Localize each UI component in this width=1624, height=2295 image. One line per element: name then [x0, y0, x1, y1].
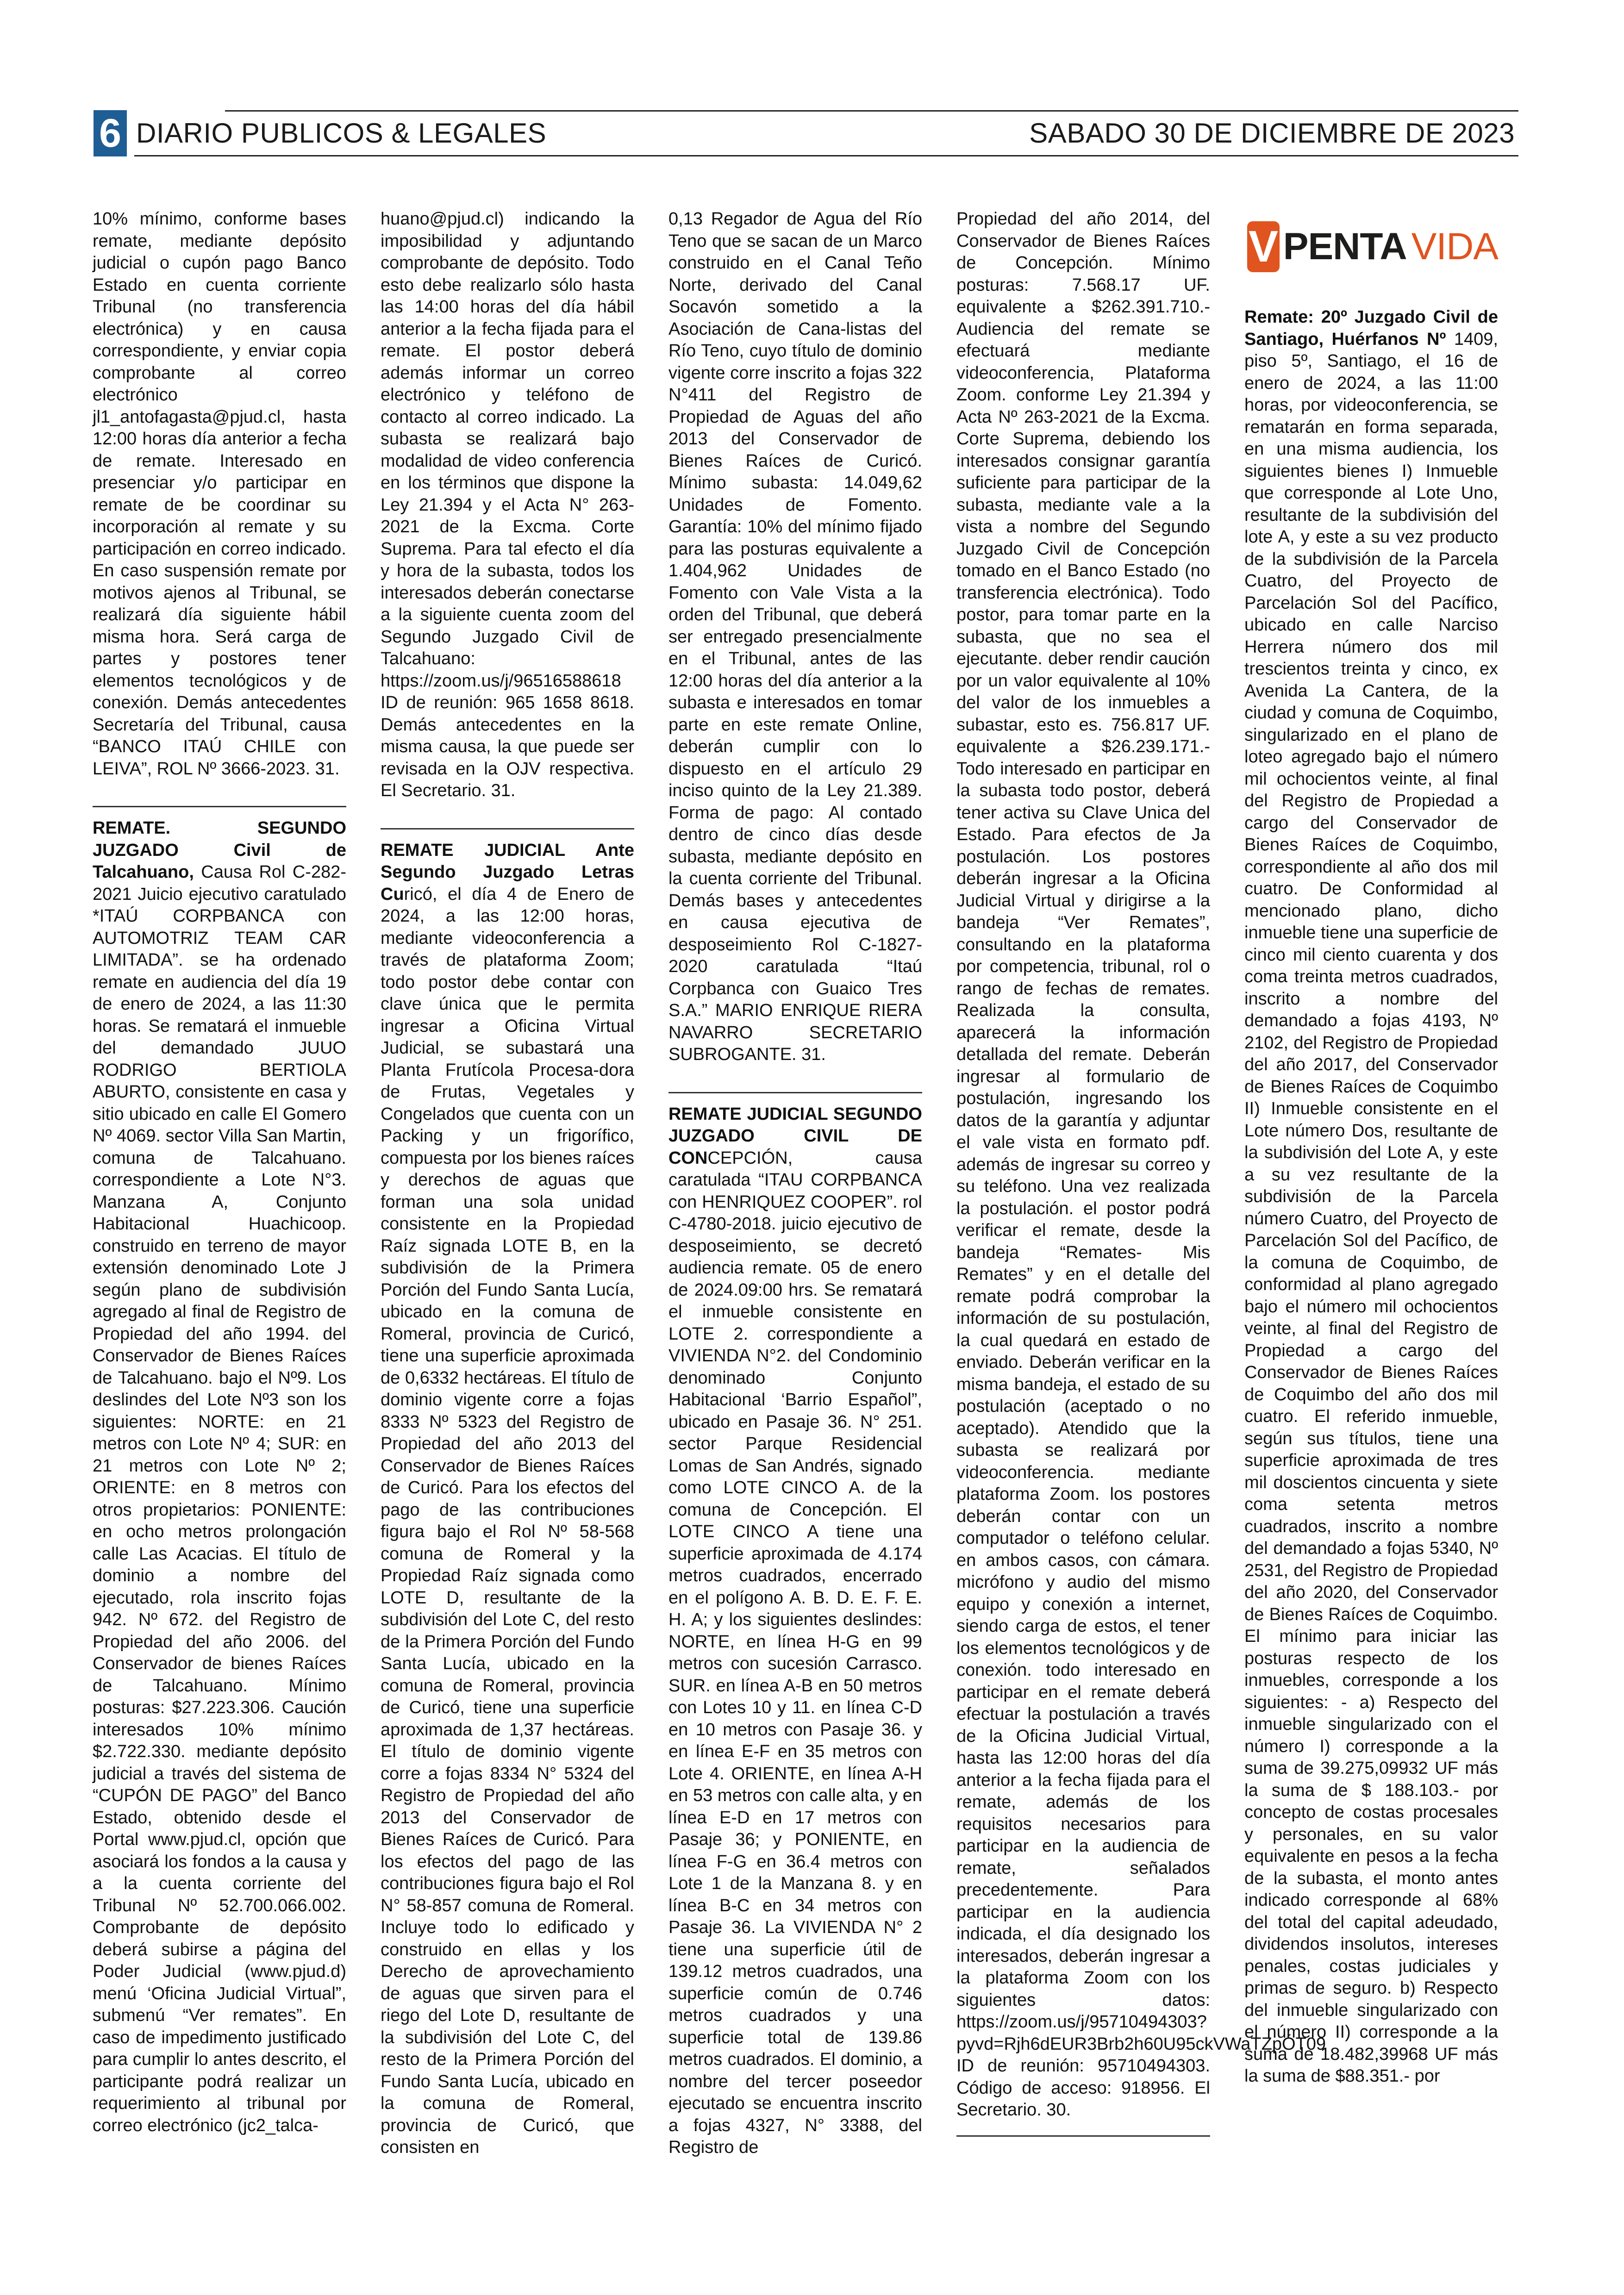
header-top-rule — [225, 110, 1518, 112]
publication-title: DIARIO PUBLICOS & LEGALES — [136, 118, 547, 149]
column-3 — [668, 208, 922, 2236]
page-number: 6 — [94, 110, 127, 156]
logo-text-vida: VIDA — [1411, 225, 1498, 268]
notice — [1244, 306, 1498, 2088]
column-5 — [1244, 208, 1498, 2236]
page-header — [88, 110, 1518, 156]
notice-end-rule — [956, 2135, 1210, 2137]
notice-body: 0,13 Regador de Agua del Río Teno que se sacan de un Marco construido en el Canal Teño Norte, derivado del Canal Socavón sometido a la Asociación de Cana-listas del Río Teno, cuyo título de dominio vigente corre inscrito a fojas 322 N°411 del Registro de Propiedad de Aguas del año 2013 del Conservador de Bienes Raíces de Curicó. Mínimo subasta: 14.049,62 Unidades de Fomento. Garantía: 10% del mínimo fijado para las posturas equivalente a 1.404,962 Unidades de Fomento con Vale Vista a la orden del Tribunal, que deberá ser entregado presencialmente en el Tribunal, antes de las 12:00 horas del día anterior a la subasta e interesados en tomar parte en este remate Online, deberán cumplir con lo dispuesto en el artículo 29 inciso quinto de la Ley 21.389. Forma de pago: Al contado dentro de cinco días desde subasta, mediante depósito en la cuenta corriente del Tribunal. Demás bases y antecedentes en causa ejecutiva de desposeimiento Rol C-1827-2020 caratulada “Itaú Corpbanca con Guaico Tres S.A.” MARIO ENRIQUE RIERA NAVARRO SECRETARIO SUBROGANTE. 31. — [668, 209, 922, 1064]
notice — [668, 1092, 922, 2159]
notice-continuation — [93, 208, 346, 780]
notice — [93, 806, 346, 2137]
notice-body: CEPCIÓN, causa caratulada “ITAU CORPBANCA con HENRIQUEZ COOPER”. rol C-4780-2018. juicio ejecutivo de desposeimiento, se decretó audiencia remate. 05 de enero de 2024.09:00 hrs. Se rematará el inmueble consistente en LOTE 2. correspondiente a VIVIENDA N°2. del Condominio denominado Conjunto Habitacional ‘Barrio Español”, ubicado en Pasaje 36. N° 251. sector Parque Residencial Lomas de San Andrés, signado como LOTE CINCO A. de la comuna de Concepción. El LOTE CINCO A tiene una superficie aproximada de 4.174 metros cuadrados, encerrado en el polígono A. B. D. E. F. E. H. A; y los siguientes deslindes: NORTE, en línea H-G en 99 metros con sucesión Carrasco. SUR. en línea A-B en 50 metros con Lotes 10 y 11. en línea C-D en 10 metros con Pasaje 36. y en línea E-F en 35 metros con Lote 4. ORIENTE, en línea A-H en 53 metros con calle alta, y en línea E-D en 17 metros con Pasaje 36; y PONIENTE, en línea F-G en 36.4 metros con Lote 1 de la Manzana 8. y en línea B-C en 34 metros con Pasaje 36. La VIVIENDA N° 2 tiene una superficie útil de 139.12 metros cuadrados, una superficie común de 0.746 metros cuadrados y una superficie total de 139.86 metros cuadrados. El dominio, a nombre del tercer poseedor ejecutado se encuentra inscrito a fojas 4327, N° 3388, del Registro de — [668, 1148, 922, 2157]
notice-lead: REMATE JUDICIAL SEGUNDO JUZGADO CIVIL DE CON — [668, 1104, 922, 1168]
notice-body: huano@pjud.cl) indicando la imposibilidad y adjuntando comprobante de depósito. Todo esto debe realizarlo sólo hasta las 14:00 horas del día hábil anterior a la fecha fijada para el remate. El postor deberá además informar un correo electrónico y teléfono de contacto al correo indicado. La subasta se realizará bajo modalidad de video conferencia en los términos que dispone la Ley 21.394 y el Acta N° 263-2021 de la Excma. Corte Suprema. Para tal efecto el día y hora de la subasta, todos los interesados deberán conectarse a la siguiente cuenta zoom del Segundo Juzgado Civil de Talcahuano: https://zoom.us/j/96516588618 ID de reunión: 965 1658 8618. Demás antecedentes en la misma causa, la que puede ser revisada en la OJV respectiva. El Secretario. 31. — [381, 209, 634, 800]
notice-body: 1409, piso 5º, Santiago, el 16 de enero de 2024, a las 11:00 horas, por videoconferencia, se rematarán en forma separada, en una misma audiencia, los siguientes bienes I) Inmueble que corresponde al Lote Uno, resultante de la subdivisión del lote A, y este a su vez producto de la subdivisión de la Parcela Cuatro, del Proyecto de Parcelación Sol del Pacífico, ubicado en calle Narciso Herrera número dos mil trescientos treinta y cinco, ex Avenida La Cantera, de la ciudad y comuna de Coquimbo, singularizado en el plano de loteo agregado bajo el número mil ochocientos veinte, al final del Registro de Propiedad a cargo del Conservador de Bienes Raíces de Coquimbo, correspondiente al año dos mil cuatro. De Conformidad al mencionado plano, dicho inmueble tiene una superficie de cinco mil ciento cuarenta y dos coma treinta metros cuadrados, inscrito a nombre del demandado a fojas 4193, Nº 2102, del Registro de Propiedad del año 2017, del Conservador de Bienes Raíces de Coquimbo II) Inmueble consistente en el Lote número Dos, resultante de la subdivisión del Lote A, y este a su vez resultante de la subdivisión de la Parcela número Cuatro, del Proyecto de Parcelación Sol del Pacífico, de la comuna de Coquimbo, de conformidad al plano agregado bajo el número mil ochocientos veinte, al final del Registro de Propiedad a cargo del Conservador de Bienes Raíces de Coquimbo del año dos mil cuatro. El referido inmueble, según sus títulos, tiene una superficie aproximada de tres mil doscientos cincuenta y siete coma setenta metros cuadrados, inscrito a nombre del demandado a fojas 5340, Nº 2531, del Registro de Propiedad del año 2020, del Conservador de Bienes Raíces de Coquimbo. El mínimo para iniciar las posturas respecto de los inmuebles, corresponde a los siguientes: - a) Respecto del inmueble singularizado con el número I) corresponde a la suma de 39.275,09932 UF más la suma de $ 188.103.- por concepto de costas procesales y personales, en su valor equivalente en pesos a la fecha de la subasta, el monto antes indicado corresponde al 68% del total del capital adeudado, dividendos insolutos, intereses penales, costas judiciales y primas de seguro. b) Respecto del inmueble singularizado con el número II) corresponde a la suma de 18.482,39968 UF más la suma de $88.351.- por — [1244, 329, 1498, 2086]
pentavida-mark-icon: V — [1247, 221, 1280, 272]
notice-lead: REMATE. SEGUNDO JUZGADO Civil de Talcahuano, — [93, 818, 346, 882]
notice-body: ricó, el día 4 de Enero de 2024, a las 12:00 horas, mediante videoconferencia a través de plataforma Zoom; todo postor debe contar con clave única que le permita ingresar a Oficina Virtual Judicial, se subastará una Planta Frutícola Procesa-dora de Frutas, Vegetales y Congelados que cuenta con un Packing y un frigorífico, compuesta por los bienes raíces y derechos de aguas que forman una sola unidad consistente en la Propiedad Raíz signada LOTE B, en la subdivisión de la Primera Porción del Fundo Santa Lucía, ubicado en la comuna de Romeral, provincia de Curicó, tiene una superficie aproximada de 0,6332 hectáreas. El título de dominio vigente corre a fojas 8333 Nº 5323 del Registro de Propiedad del año 2013 del Conservador de Bienes Raíces de Curicó. Para los efectos del pago de las contribuciones figura bajo el Rol Nº 58-568 comuna de Romeral y la Propiedad Raíz signada como LOTE D, resultante de la subdivisión del Lote C, del resto de la Primera Porción del Fundo Santa Lucía, ubicado en la comuna de Romeral, provincia de Curicó, tiene una superficie aproximada de 1,37 hectáreas. El título de dominio vigente corre a fojas 8334 N° 5324 del Registro de Propiedad del año 2013 del Conservador de Bienes Raíces de Curicó. Para los efectos del pago de las contribuciones figura bajo el Rol N° 58-857 comuna de Romeral. Incluye todo lo edificado y construido en ellas y los Derecho de aprovechamiento de aguas que sirven para el riego del Lote D, resultante de la subdivisión del Lote C, del resto de la Primera Porción del Fundo Santa Lucía, ubicado en la comuna de Romeral, provincia de Curicó, que consisten en — [381, 884, 634, 2157]
header-bottom-rule — [134, 155, 1518, 156]
notice — [381, 828, 634, 2159]
column-1 — [93, 208, 346, 2236]
logo-text-penta: PENTA — [1283, 225, 1407, 268]
pentavida-logo — [1247, 219, 1498, 274]
column-2 — [381, 208, 634, 2236]
notice-lead: REMATE JUDICIAL Ante Segundo Juzgado Letras Cu — [381, 840, 634, 904]
notice-continuation — [956, 208, 1326, 2121]
notice-lead: Remate: 20º Juzgado Civil de Santiago, Huérfanos Nº — [1244, 307, 1498, 349]
notice-continuation — [381, 208, 634, 802]
publication-date: SABADO 30 DE DICIEMBRE DE 2023 — [1029, 118, 1515, 149]
notice-body: Causa Rol C-282-2021 Juicio ejecutivo caratulado *ITAÚ CORPBANCA con AUTOMOTRIZ TEAM CAR LIMITADA”. se ha ordenado remate en audiencia del día 19 de enero de 2024, a las 11:30 horas. Se rematará el inmueble del demandado JUUO RODRIGO BERTIOLA ABURTO, consistente en casa y sitio ubicado en calle El Gomero Nº 4069. sector Villa San Martin, comuna de Talcahuano. correspondiente a Lote N°3. Manzana A, Conjunto Habitacional Huachicoop. construido en terreno de mayor extensión denominado Lote J según plano de subdivisión agregado al final de Registro de Propiedad del año 1994. del Conservador de Bienes Raíces de Talcahuano. bajo el Nº9. Los deslindes del Lote Nº3 son los siguientes: NORTE: en 21 metros con Lote Nº 4; SUR: en 21 metros con Lote Nº 2; ORIENTE: en 8 metros con otros propietarios: PONIENTE: en ocho metros prolongación calle Las Acacias. El título de dominio a nombre del ejecutado, rola inscrito fojas 942. Nº 672. del Registro de Propiedad del año 2006. del Conservador de bienes Raíces de Talcahuano. Mínimo posturas: $27.223.306. Caución interesados 10% mínimo $2.722.330. mediante depósito judicial a través del sistema de “CUPÓN DE PAGO” del Banco Estado, obtenido desde el Portal www.pjud.cl, opción que asociará los fondos a la causa y a la cuenta corriente del Tribunal Nº 52.700.066.002. Comprobante de depósito deberá subirse a página del Poder Judicial (www.pjud.d) menú ‘Oficina Judicial Virtual”, submenú “Ver remates”. En caso de impedimento justificado para cumplir lo antes descrito, el participante podrá realizar un requerimiento al tribunal por correo electrónico (jc2_talca- — [93, 862, 346, 2135]
notice-body: Propiedad del año 2014, del Conservador de Bienes Raíces de Concepción. Mínimo posturas: 7.568.17 UF. equivalente a $262.391.710.- Audiencia del remate se efectuará mediante videoconferencia, Plataforma Zoom. conforme Ley 21.394 y Acta Nº 263-2021 de la Excma. Corte Suprema, debiendo los interesados consignar garantía suficiente para participar de la subasta, mediante vale a la vista a nombre del Segundo Juzgado Civil de Concepción tomado en el Banco Estado (no transferencia electrónica). Todo postor, para tomar parte en la subasta, que no sea el ejecutante. deber rendir caución por un valor equivalente al 10% del valor de los inmuebles a subastar, esto es. 756.817 UF. equivalente a $26.239.171.- Todo interesado en participar en la subasta todo postor, deberá tener activa su Clave Unica del Estado. Para efectos de Ja postulación. Los postores deberán ingresar a la Oficina Judicial Virtual y dirigirse a la bandeja “Ver Remates”, consultando en la plataforma por competencia, tribunal, rol o rango de fechas de remates. Realizada la consulta, aparecerá la información detallada del remate. Deberán ingresar al formulario de postulación, ingresando los datos de la garantía y adjuntar el vale vista en formato pdf. además de ingresar su correo y su teléfono. Una vez realizada la postulación. el postor podrá verificar el remate, desde la bandeja “Remates- Mis Remates” y en el detalle del remate podrá comprobar la información de su postulación, la cual quedará en estado de enviado. Deberán verificar en la misma bandeja, el estado de su postulación (aceptado o no aceptado). Atendido que la subasta se realizará por videoconferencia. mediante plataforma Zoom. los postores deberán contar con un computador o teléfono celular. en ambos casos, con cámara. micrófono y audio del mismo equipo y conexión a internet, siendo carga de estos, el tener los elementos tecnológicos y de conexión. todo interesado en participar en el remate deberá efectuar la postulación a través de la Oficina Judicial Virtual, hasta las 12:00 horas del día anterior a la fecha fijada para el remate, además de los requisitos necesarios para participar en la audiencia de remate, señalados precedentemente. Para participar en la audiencia indicada, el día designado los interesados, deberán ingresar a la plataforma Zoom con los siguientes datos: https://zoom.us/j/95710494303?pyvd=Rjh6dEUR3Brb2h60U95ckVWaTZpÓT09 ID de reunión: 95710494303. Código de acceso: 918956. El Secretario. 30. — [956, 209, 1326, 2120]
column-4 — [956, 208, 1326, 2236]
notice-continuation — [668, 208, 922, 1066]
notice-body: 10% mínimo, conforme bases remate, mediante depósito judicial o cupón pago Banco Estado en cuenta corriente Tribunal (no transferencia electrónica) y en causa correspondiente, y enviar copia comprobante al correo electrónico jl1_antofagasta@pjud.cl, hasta 12:00 horas día anterior a fecha de remate. Interesado en presenciar y/o participar en remate de be coordinar su incorporación al remate y su participación en correo indicado. En caso suspensión remate por motivos ajenos al Tribunal, se realizará día siguiente hábil misma hora. Será carga de partes y postores tener elementos tecnológicos y de conexión. Demás antecedentes Secretaría del Tribunal, causa “BANCO ITAÚ CHILE con LEIVA”, ROL Nº 3666-2023. 31. — [93, 209, 346, 779]
